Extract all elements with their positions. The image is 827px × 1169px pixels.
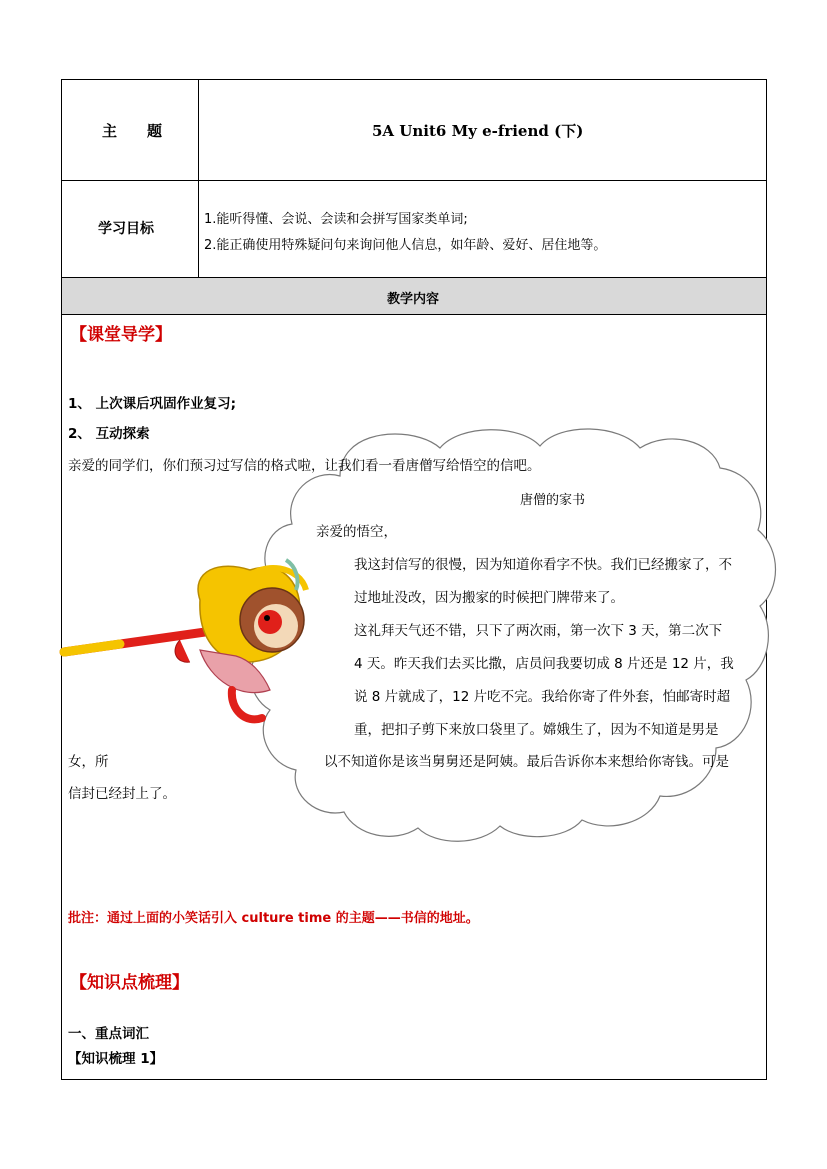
letter-line: 4 天。昨天我们去买比撒，店员问我要切成 8 片还是 12 片，我	[354, 656, 734, 672]
intro-text: 亲爱的同学们，你们预习过写信的格式啦，让我们看一看唐僧写给悟空的信吧。	[68, 458, 541, 474]
goal-label: 学习目标	[98, 221, 154, 237]
review-item: 1、 上次课后巩固作业复习;	[68, 396, 236, 412]
explore-item: 2、 互动探索	[68, 426, 150, 442]
letter-line: 说 8 片就成了，12 片吃不完。我给你寄了件外套，怕邮寄时超	[354, 689, 731, 705]
letter-line: 重，把扣子剪下来放口袋里了。嫦娥生了，因为不知道是男是	[354, 722, 719, 738]
knowledge-review-1: 【知识梳理 1】	[68, 1051, 164, 1067]
section-title-classroom-guide: 【课堂导学】	[70, 325, 172, 345]
letter-title: 唐僧的家书	[520, 493, 586, 508]
content-header-label: 教学内容	[387, 292, 440, 307]
letter-line: 我这封信写的很慢，因为知道你看字不快。我们已经搬家了，不	[354, 557, 732, 573]
annotation-note: 批注：通过上面的小笑话引入 culture time 的主题——书信的地址。	[68, 911, 479, 926]
letter-greeting: 亲爱的悟空，	[316, 524, 397, 540]
letter-line-end: 信封已经封上了。	[68, 786, 176, 802]
letter-line-left: 女，所	[68, 754, 109, 770]
letter-line-right: 以不知道你是该当舅舅还是阿姨。最后告诉你本来想给你寄钱。可是	[324, 754, 729, 770]
goal-1: 1.能听得懂、会说、会读和会拼写国家类单词;	[204, 212, 468, 227]
goal-2: 2.能正确使用特殊疑问句来询问他人信息，如年龄、爱好、居住地等。	[204, 238, 607, 253]
letter-line: 这礼拜天气还不错，只下了两次雨，第一次下 3 天，第二次下	[354, 623, 723, 639]
topic-label: 主 题	[102, 122, 163, 140]
section-title-knowledge-review: 【知识点梳理】	[70, 973, 189, 993]
key-vocab-heading: 一、重点词汇	[68, 1026, 149, 1042]
letter-line: 过地址没改，因为搬家的时候把门牌带来了。	[354, 590, 624, 606]
topic-value: 5A Unit6 My e-friend (下)	[372, 122, 584, 140]
